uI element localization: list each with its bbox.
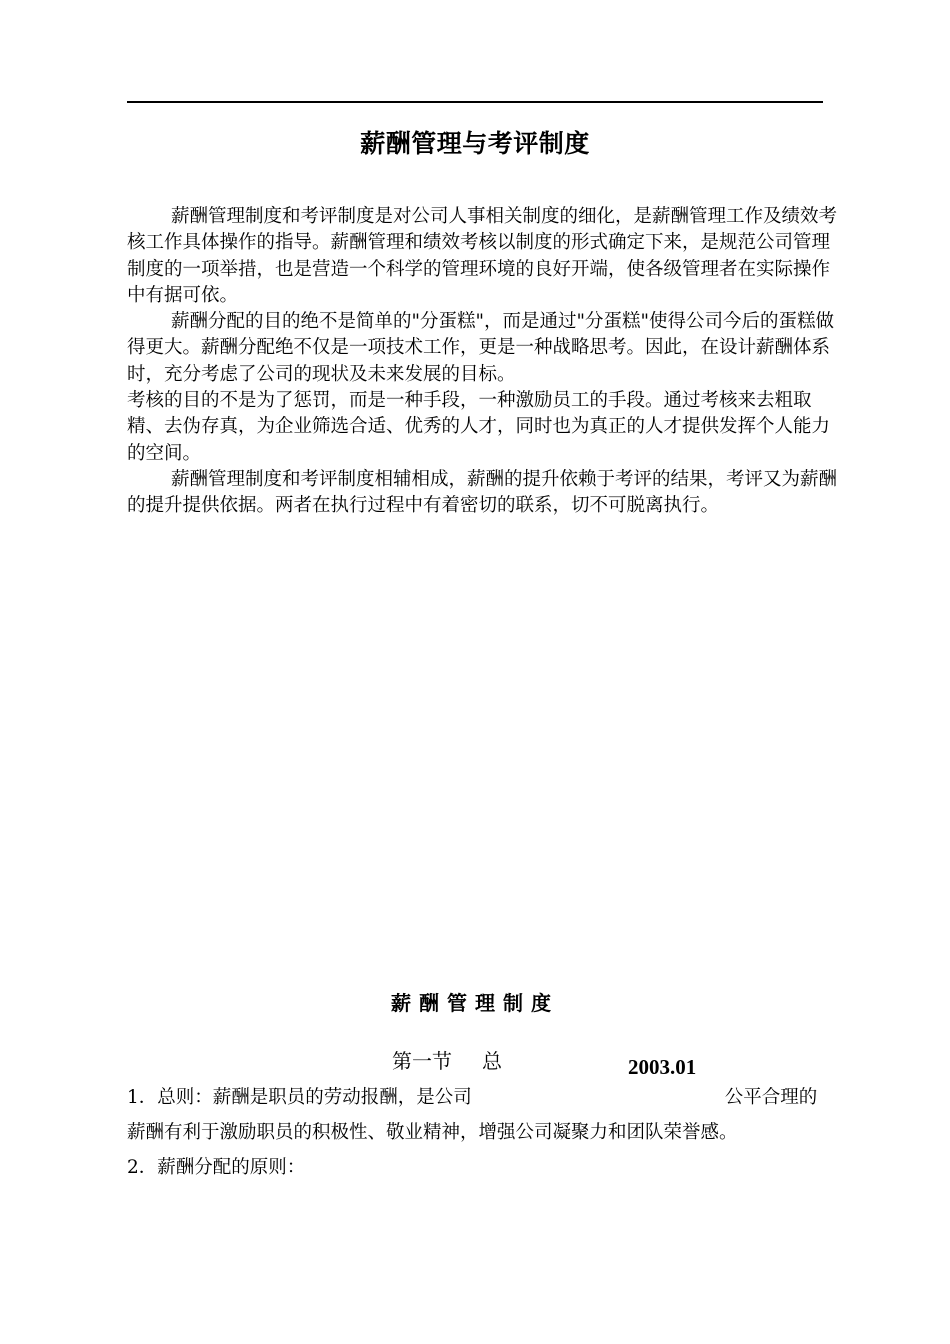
item-1 [127,1080,827,1150]
item-2: 2．薪酬分配的原则： [127,1157,306,1178]
intro-paragraph: 薪酬管理制度和考评制度相辅相成，薪酬的提升依赖于考评的结果，考评又为薪酬的提升提供依据。两者在执行过程中有着密切的联系，切不可脱离执行。 [127,468,838,517]
chapter-label: 第一节 [392,1049,452,1073]
intro-paragraph: 考核的目的不是为了惩罚，而是一种手段，一种激励员工的手段。通过考核来去粗取精、去伪存真，为企业筛选合适、优秀的人才，同时也为真正的人才提供发挥个人能力的空间。 [127,390,831,464]
document-title: 薪酬管理与考评制度 [360,129,590,158]
document-date: 2003.01 [628,1055,697,1079]
body-section [127,1080,827,1185]
item-1-start: 1．总则：薪酬是职员的劳动报酬，是公司 [127,1087,472,1108]
intro-paragraph: 薪酬管理制度和考评制度是对公司人事相关制度的细化，是薪酬管理工作及绩效考核工作具体操作的指导。薪酬管理和绩效考核以制度的形式确定下来，是规范公司管理制度的一项举措，也是营造一个科学的管理环境的良好开端，使各级管理者在实际操作中有据可依。 [127,206,838,306]
section-title: 薪酬管理制度 [391,991,559,1015]
item-1-rest: 平合理的薪酬有利于激励职员的积极性、敬业精神，增强公司凝聚力和团队荣誉感。 [127,1087,818,1143]
chapter-heading [392,1045,502,1074]
intro-section [127,204,839,520]
item-1-end: 公 [724,1087,744,1108]
chapter-name: 总 [482,1049,502,1073]
intro-paragraph: 薪酬分配的目的绝不是简单的"分蛋糕"，而是通过"分蛋糕"使得公司今后的蛋糕做得更大。薪酬分配绝不仅是一项技术工作，更是一种战略思考。因此，在设计薪酬体系时，充分考虑了公司的现状及未来发展的目标。 [127,311,835,385]
header-rule [127,101,823,103]
